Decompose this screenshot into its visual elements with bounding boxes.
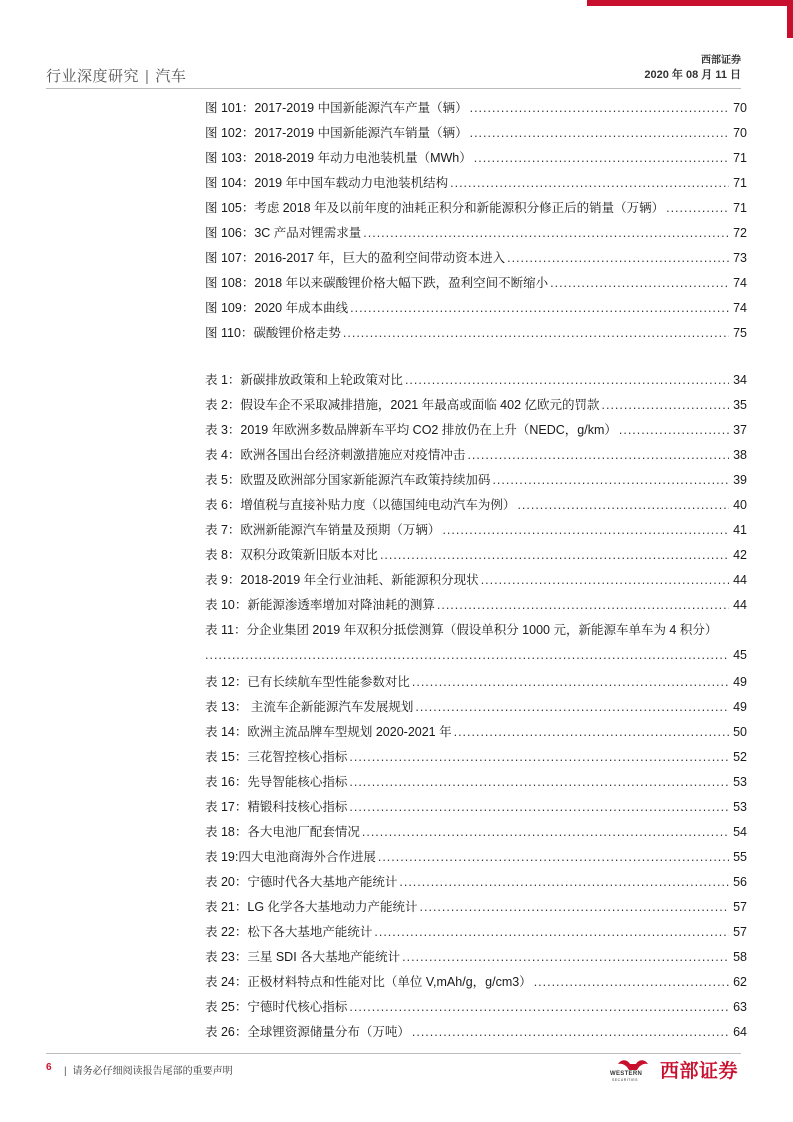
toc-entry-page: 39 [733, 473, 747, 487]
toc-entry-label: 表 13： 主流车企新能源汽车发展规划 [205, 700, 414, 714]
toc-entry-label: 表 7：欧洲新能源汽车销量及预期（万辆） [205, 523, 441, 537]
toc-entry-label: 表 14：欧洲主流品牌车型规划 2020-2021 年 [205, 725, 452, 739]
toc-entry-label: 表 22：松下各大基地产能统计 [205, 925, 373, 939]
toc-entry-page: 53 [733, 800, 747, 814]
toc-entry[interactable] [205, 321, 747, 346]
toc-entry-page: 55 [733, 850, 747, 864]
leader-dots [492, 468, 729, 493]
leader-dots [362, 820, 729, 845]
toc-entry-page: 71 [733, 176, 747, 190]
header-brand: 西部证券 [701, 55, 741, 66]
report-date: 2020 年 08 月 11 日 [644, 69, 741, 81]
toc-entry-page: 57 [733, 925, 747, 939]
toc-entry-wrapped-cont[interactable] [205, 643, 747, 668]
toc-entry[interactable] [205, 995, 747, 1020]
leader-dots [349, 745, 729, 770]
toc-entry-label: 表 12：已有长续航车型性能参数对比 [205, 675, 410, 689]
toc-entry-label: 图 103：2018-2019 年动力电池装机量（MWh） [205, 151, 472, 165]
toc-entry[interactable] [205, 720, 747, 745]
leader-dots [420, 895, 729, 920]
toc-entry-page: 73 [733, 251, 747, 265]
leader-dots [374, 920, 729, 945]
toc-entry-page: 34 [733, 373, 747, 387]
toc-entry-page: 71 [733, 151, 747, 165]
leader-dots [666, 196, 729, 221]
toc-entry[interactable] [205, 221, 747, 246]
toc-entry-page: 42 [733, 548, 747, 562]
toc-entry-label: 图 104：2019 年中国车载动力电池装机结构 [205, 176, 449, 190]
leader-dots [350, 296, 729, 321]
toc-entry-label: 表 10：新能源渗透率增加对降油耗的测算 [205, 598, 435, 612]
leader-dots [534, 970, 729, 995]
toc-entry-label: 表 25：宁德时代核心指标 [205, 1000, 348, 1014]
toc-entry-page: 74 [733, 276, 747, 290]
header-separator: | [145, 68, 150, 85]
toc-entry-page: 72 [733, 226, 747, 240]
toc-entry-page: 75 [733, 326, 747, 340]
toc-entry-page: 38 [733, 448, 747, 462]
leader-dots [349, 995, 729, 1020]
leader-dots [380, 543, 729, 568]
toc-entry[interactable] [205, 418, 747, 443]
leader-dots [517, 493, 729, 518]
toc-entry-page: 58 [733, 950, 747, 964]
toc-entry[interactable] [205, 368, 747, 393]
toc-entry[interactable] [205, 543, 747, 568]
toc-entry-page: 44 [733, 573, 747, 587]
toc-entry-page: 54 [733, 825, 747, 839]
toc-entry-page: 49 [733, 675, 747, 689]
leader-dots [412, 670, 729, 695]
toc-entry[interactable] [205, 770, 747, 795]
toc-entry[interactable] [205, 593, 747, 618]
toc-entry-page: 53 [733, 775, 747, 789]
toc-entry-page: 45 [733, 648, 747, 662]
toc-entry-label: 表 8：双积分政策新旧版本对比 [205, 548, 378, 562]
leader-dots [474, 146, 729, 171]
toc-entry-label: 表 19:四大电池商海外合作进展 [205, 850, 376, 864]
toc-entry-label: 表 18：各大电池厂配套情况 [205, 825, 360, 839]
leader-dots [349, 770, 729, 795]
leader-dots [405, 368, 729, 393]
toc-entry[interactable] [205, 493, 747, 518]
toc-entry[interactable] [205, 845, 747, 870]
toc-entry-page: 71 [733, 201, 747, 215]
toc-entry-page: 50 [733, 725, 747, 739]
toc-entry[interactable] [205, 518, 747, 543]
toc-entry-label: 图 107：2016-2017 年，巨大的盈利空间带动资本进入 [205, 251, 506, 265]
toc-entry[interactable] [205, 171, 747, 196]
leader-dots [619, 418, 729, 443]
top-accent-bar [587, 0, 793, 6]
toc-entry[interactable] [205, 695, 747, 720]
toc-entry-label: 表 17：精锻科技核心指标 [205, 800, 348, 814]
toc-entry[interactable] [205, 820, 747, 845]
toc-entry[interactable] [205, 468, 747, 493]
toc-entry-page: 56 [733, 875, 747, 889]
toc-entry-label: 表 1：新碳排放政策和上轮政策对比 [205, 373, 403, 387]
table-list-part-1 [205, 368, 747, 618]
toc-entry-label: 表 21：LG 化学各大基地动力产能统计 [205, 900, 418, 914]
logo-chinese: 西部证券 [660, 1061, 739, 1082]
toc-entry-label: 表 11：分企业集团 2019 年双积分抵偿测算（假设单积分 1000 元，新能源车单车为 4 积分） [205, 623, 718, 637]
leader-dots [550, 271, 729, 296]
leader-dots [378, 845, 729, 870]
page-number: 6 [46, 1062, 52, 1073]
leader-dots [205, 643, 729, 668]
toc-entry-label: 表 9：2018-2019 年全行业油耗、新能源积分现状 [205, 573, 479, 587]
toc-entry[interactable] [205, 895, 747, 920]
leader-dots [415, 695, 729, 720]
toc-entry-wrapped[interactable] [205, 618, 747, 643]
toc-entry-page: 63 [733, 1000, 747, 1014]
toc-entry-page: 52 [733, 750, 747, 764]
toc-entry-label: 表 24：正极材料特点和性能对比（单位 V,mAh/g，g/cm3） [205, 975, 532, 989]
toc-entry-page: 64 [733, 1025, 747, 1039]
leader-dots [349, 795, 729, 820]
toc-entry[interactable] [205, 920, 747, 945]
toc-entry-page: 41 [733, 523, 747, 537]
top-accent-bar-side [787, 0, 793, 38]
toc-entry-label: 表 5：欧盟及欧洲部分国家新能源汽车政策持续加码 [205, 473, 491, 487]
toc-entry[interactable] [205, 670, 747, 695]
toc-entry-page: 49 [733, 700, 747, 714]
leader-dots [399, 870, 729, 895]
toc-entry-label: 表 23：三星 SDI 各大基地产能统计 [205, 950, 401, 964]
toc-entry[interactable] [205, 296, 747, 321]
toc-entry-label: 表 6：增值税与直接补贴力度（以德国纯电动汽车为例） [205, 498, 516, 512]
toc-entry-page: 70 [733, 101, 747, 115]
toc-entry-label: 表 26：全球锂资源储量分布（万吨） [205, 1025, 410, 1039]
toc-entry[interactable] [205, 246, 747, 271]
logo-english: WESTERN [610, 1071, 643, 1077]
sector-label: 汽车 [155, 68, 187, 85]
table-of-contents [205, 96, 747, 1045]
leader-dots [602, 393, 729, 418]
disclaimer-notice [64, 1062, 233, 1077]
leader-dots [467, 443, 729, 468]
toc-entry[interactable] [205, 271, 747, 296]
toc-entry[interactable] [205, 443, 747, 468]
toc-entry[interactable] [205, 121, 747, 146]
toc-entry[interactable] [205, 745, 747, 770]
leader-dots [412, 1020, 729, 1045]
leader-dots [442, 518, 729, 543]
footer-separator: | [64, 1066, 67, 1077]
toc-entry[interactable] [205, 146, 747, 171]
toc-entry-label: 表 2：假设车企不采取减排措施，2021 年最高或面临 402 亿欧元的罚款 [205, 398, 600, 412]
toc-entry-label: 表 20：宁德时代各大基地产能统计 [205, 875, 398, 889]
toc-entry-page: 37 [733, 423, 747, 437]
toc-entry-page: 57 [733, 900, 747, 914]
toc-entry[interactable] [205, 568, 747, 593]
leader-dots [454, 720, 729, 745]
toc-entry[interactable] [205, 945, 747, 970]
category-label: 行业深度研究 [46, 68, 140, 85]
company-logo [608, 1054, 748, 1084]
leader-dots [437, 593, 729, 618]
figure-list [205, 96, 747, 346]
toc-entry-label: 图 101：2017-2019 中国新能源汽车产量（辆） [205, 101, 468, 115]
toc-entry[interactable] [205, 196, 747, 221]
toc-entry-page: 74 [733, 301, 747, 315]
leader-dots [470, 96, 729, 121]
toc-entry-label: 表 4：欧洲各国出台经济刺激措施应对疫情冲击 [205, 448, 466, 462]
toc-entry-page: 35 [733, 398, 747, 412]
section-gap [205, 346, 747, 368]
toc-entry[interactable] [205, 1020, 747, 1045]
toc-entry-page: 40 [733, 498, 747, 512]
leader-dots [481, 568, 729, 593]
leader-dots [343, 321, 729, 346]
toc-entry[interactable] [205, 795, 747, 820]
toc-entry-page: 62 [733, 975, 747, 989]
table-list-part-2 [205, 670, 747, 1045]
toc-entry[interactable] [205, 870, 747, 895]
logo-english-sub: SECURITIES [612, 1078, 639, 1082]
toc-entry[interactable] [205, 96, 747, 121]
toc-entry-label: 图 102：2017-2019 中国新能源汽车销量（辆） [205, 126, 468, 140]
disclaimer-text: 请务必仔细阅读报告尾部的重要声明 [72, 1066, 233, 1077]
report-category [46, 65, 186, 86]
toc-entry-label: 图 110：碳酸锂价格走势 [205, 326, 341, 340]
toc-entry-label: 表 15：三花智控核心指标 [205, 750, 348, 764]
toc-entry-label: 表 3：2019 年欧洲多数品牌新车平均 CO2 排放仍在上升（NEDC，g/km） [205, 423, 617, 437]
leader-dots [507, 246, 729, 271]
toc-entry-page: 70 [733, 126, 747, 140]
leader-dots [402, 945, 729, 970]
leader-dots [363, 221, 729, 246]
toc-entry-label: 表 16：先导智能核心指标 [205, 775, 348, 789]
leader-dots [450, 171, 729, 196]
header-divider [46, 88, 741, 89]
toc-entry[interactable] [205, 970, 747, 995]
toc-entry-label: 图 109：2020 年成本曲线 [205, 301, 349, 315]
toc-entry[interactable] [205, 393, 747, 418]
toc-entry-label: 图 108：2018 年以来碳酸锂价格大幅下跌，盈利空间不断缩小 [205, 276, 549, 290]
toc-entry-page: 44 [733, 598, 747, 612]
toc-entry-label: 图 106：3C 产品对锂需求量 [205, 226, 362, 240]
toc-entry-label: 图 105：考虑 2018 年及以前年度的油耗正积分和新能源积分修正后的销量（万辆） [205, 201, 665, 215]
leader-dots [470, 121, 729, 146]
